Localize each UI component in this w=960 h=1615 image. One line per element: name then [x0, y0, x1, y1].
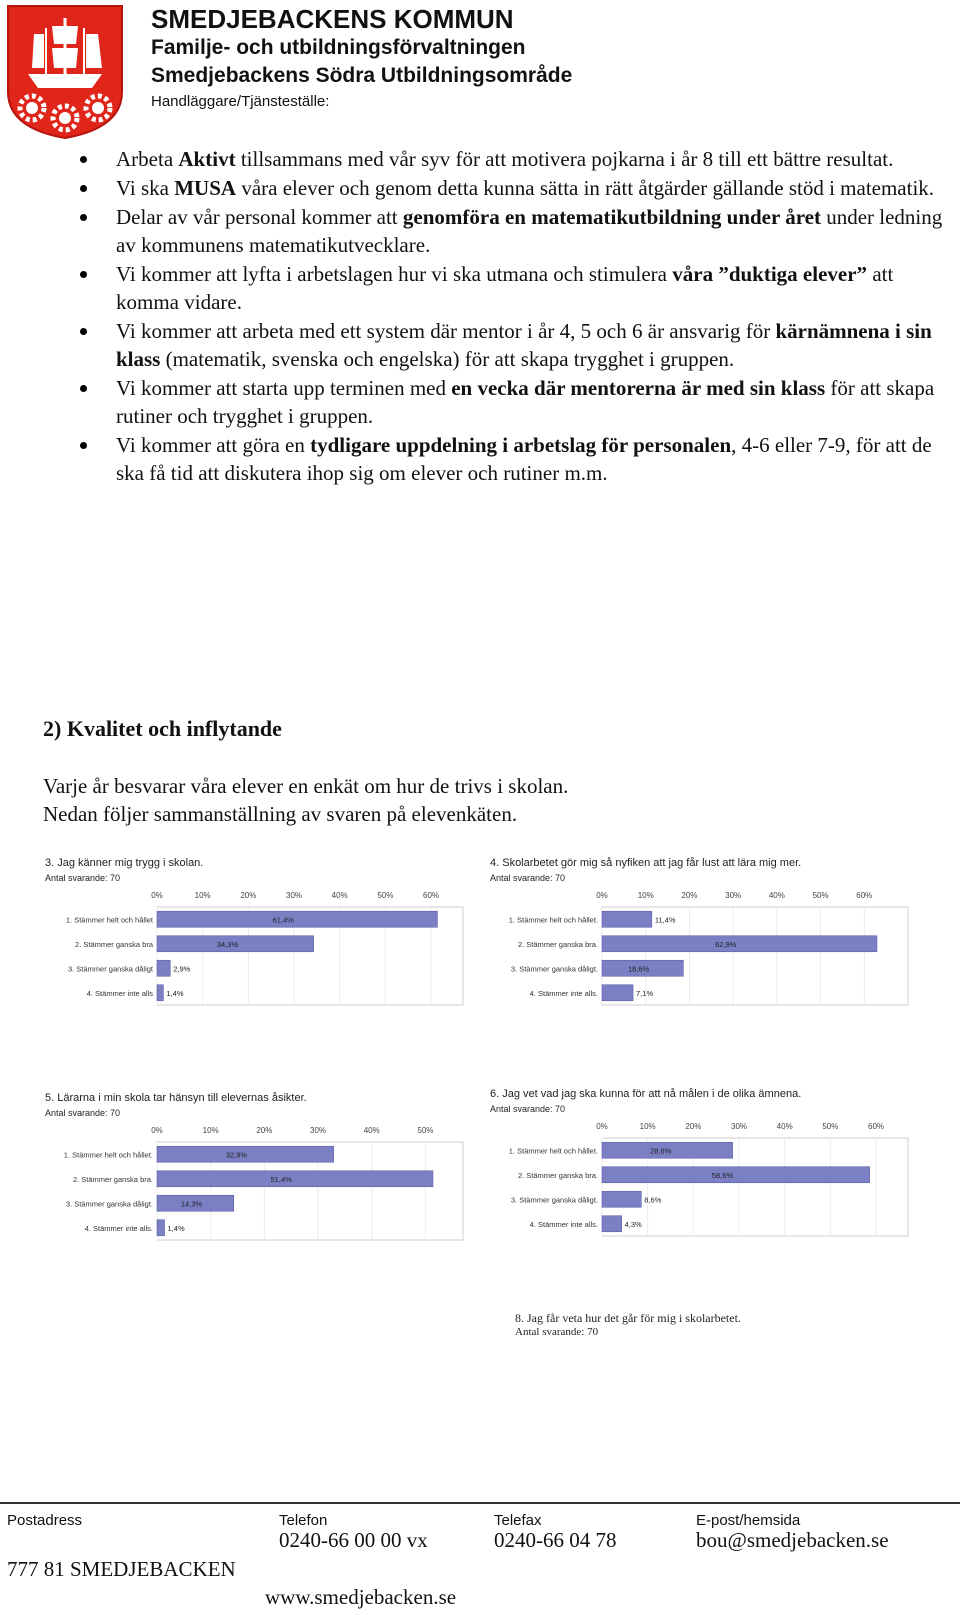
bar	[602, 985, 633, 1001]
chart-title: 8. Jag får veta hur det går för mig i skolarbetet.	[515, 1311, 741, 1325]
action-item	[80, 260, 950, 316]
tick-label: 0%	[596, 1122, 608, 1131]
item-text: Vi kommer att starta upp terminen med	[116, 376, 452, 400]
data-label: 2,9%	[173, 964, 191, 974]
bar	[157, 1171, 433, 1187]
item-text: Vi kommer att lyfta i arbetslagen hur vi ska utmana och stimulera	[116, 262, 673, 286]
tick-label: 20%	[240, 891, 257, 900]
survey-chart-5	[45, 1092, 490, 1287]
chart-respondents: Antal svarande: 70	[490, 873, 566, 883]
category-label: 2. Stämmer ganska bra	[75, 939, 153, 949]
emphasis-text: kärnämnena i sin klass	[116, 319, 932, 371]
category-label: 1. Stämmer helt och hållet.	[63, 1150, 153, 1160]
category-label: 1. Stämmer helt och hållet.	[508, 1146, 598, 1156]
handler-label: Handläggare/Tjänsteställe:	[151, 93, 330, 110]
item-text: att komma vidare.	[116, 262, 894, 314]
telefax-label: Telefax	[494, 1512, 542, 1529]
category-label: 4. Stämmer inte alls.	[529, 1219, 598, 1229]
email-label: E-post/hemsida	[696, 1512, 801, 1529]
action-item	[80, 203, 950, 259]
bar-chart	[490, 857, 920, 1052]
bar-chart	[45, 1092, 475, 1287]
tick-label: 30%	[310, 1126, 327, 1135]
telefon-label: Telefon	[279, 1512, 328, 1529]
item-text: våra elever och genom detta kunna sätta in rätt åtgärder gällande stöd i matematik.	[236, 176, 935, 200]
footer-divider	[0, 1502, 960, 1504]
data-label: 4,3%	[624, 1219, 642, 1229]
category-label: 4. Stämmer inte alls.	[529, 988, 598, 998]
telefax-value: 0240-66 04 78	[494, 1528, 617, 1552]
bar-chart	[45, 857, 475, 1052]
item-text: under ledning av kommunens matematikutvecklare.	[116, 205, 943, 257]
email-link[interactable]: bou@smedjebacken.se	[696, 1528, 889, 1552]
org-name: SMEDJEBACKENS KOMMUN	[151, 4, 514, 34]
category-label: 1. Stämmer helt och hållet	[65, 915, 153, 925]
item-text: Vi kommer att göra en	[116, 433, 311, 457]
survey-chart-4	[490, 857, 935, 1052]
data-label: 8,6%	[644, 1195, 662, 1205]
postadress-label: Postadress	[7, 1512, 83, 1529]
tick-label: 40%	[363, 1126, 380, 1135]
tick-label: 0%	[596, 891, 608, 900]
data-label: 1,4%	[167, 1223, 185, 1233]
action-item	[80, 431, 950, 487]
chart-title: 5. Lärarna i min skola tar hänsyn till elevernas åsikter.	[45, 1092, 307, 1104]
tick-label: 10%	[639, 1122, 656, 1131]
data-label: 11,4%	[654, 915, 676, 925]
emphasis-text: tydligare uppdelning i arbetslag för personalen	[310, 433, 732, 457]
bar	[602, 936, 877, 952]
bar	[602, 1191, 641, 1207]
bullet-icon	[80, 442, 87, 449]
bullet-icon	[80, 385, 87, 392]
postadress-value: 777 81 SMEDJEBACKEN	[7, 1557, 236, 1581]
emphasis-text: våra ”duktiga elever”	[672, 262, 868, 286]
tick-label: 0%	[151, 1126, 163, 1135]
emphasis-text: en vecka där mentorerna är med sin klass	[451, 376, 826, 400]
data-label: 14,3%	[180, 1199, 203, 1209]
tick-label: 40%	[331, 891, 348, 900]
tick-label: 50%	[812, 891, 829, 900]
action-item	[80, 374, 950, 430]
action-item	[80, 317, 950, 373]
action-item	[80, 145, 950, 173]
item-text: , 4-6 eller 7-9, för att de ska få tid att diskutera ihop sig om elever och rutiner m.m.	[116, 433, 932, 485]
item-text: Delar av vår personal kommer att	[116, 205, 403, 229]
item-text: Vi kommer att arbeta med ett system där mentor i år 4, 5 och 6 är ansvarig för	[116, 319, 776, 343]
item-text: Vi ska	[116, 176, 175, 200]
survey-chart-6	[490, 1088, 935, 1283]
tick-label: 40%	[776, 1122, 793, 1131]
tick-label: 10%	[637, 891, 654, 900]
action-list	[80, 145, 950, 488]
tick-label: 20%	[681, 891, 698, 900]
section-intro	[43, 772, 568, 828]
category-label: 3. Stämmer ganska dåligt	[67, 964, 153, 974]
data-label: 28,6%	[650, 1146, 672, 1156]
category-label: 2. Stämmer ganska bra.	[72, 1174, 153, 1184]
category-label: 2. Stämmer ganska bra.	[517, 1170, 598, 1180]
tick-label: 30%	[725, 891, 742, 900]
bullet-icon	[80, 214, 87, 221]
category-label: 3. Stämmer ganska dåligt.	[510, 964, 598, 974]
bar	[157, 985, 163, 1001]
data-label: 32,9%	[225, 1150, 248, 1160]
tick-label: 30%	[286, 891, 303, 900]
area-name: Smedjebackens Södra Utbildningsområde	[151, 64, 573, 87]
bullet-icon	[80, 156, 87, 163]
survey-chart-3	[45, 857, 490, 1052]
category-label: 3. Stämmer ganska dåligt.	[65, 1199, 153, 1209]
bar-chart	[490, 1088, 920, 1283]
data-label: 58,6%	[711, 1170, 734, 1180]
bullet-icon	[80, 271, 87, 278]
survey-chart-8-caption	[515, 1311, 741, 1338]
data-label: 61,4%	[272, 915, 294, 925]
data-label: 51,4%	[270, 1174, 292, 1184]
emphasis-text: genomföra en matematikutbildning under året	[402, 205, 821, 229]
item-text: för att skapa rutiner och trygghet i gruppen.	[116, 376, 935, 428]
bullet-icon	[80, 185, 87, 192]
chart-title: 6. Jag vet vad jag ska kunna för att nå målen i de olika ämnena.	[490, 1088, 802, 1100]
chart-respondents: Antal svarande: 70	[490, 1104, 566, 1114]
item-text: (matematik, svenska och engelska) för att skapa trygghet i gruppen.	[160, 347, 735, 371]
bar	[157, 960, 170, 976]
tick-label: 50%	[377, 891, 394, 900]
emphasis-text: MUSA	[174, 176, 237, 200]
item-text: tillsammans med vår syv för att motivera pojkarna i år 8 till ett bättre resultat.	[235, 147, 894, 171]
tick-label: 60%	[856, 891, 873, 900]
data-label: 1,4%	[166, 988, 184, 998]
tick-label: 50%	[822, 1122, 839, 1131]
tick-label: 10%	[202, 1126, 219, 1135]
chart-respondents: Antal svarande: 70	[45, 873, 121, 883]
letterhead	[151, 4, 572, 114]
tick-label: 10%	[194, 891, 211, 900]
category-label: 4. Stämmer inte alls	[86, 988, 153, 998]
action-item	[80, 174, 950, 202]
intro-line-2: Nedan följer sammanställning av svaren på elevenkäten.	[43, 802, 518, 826]
section-title: 2) Kvalitet och inflytande	[43, 716, 282, 741]
bar	[602, 1167, 870, 1183]
tick-label: 60%	[423, 891, 440, 900]
chart-title: 4. Skolarbetet gör mig så nyfiken att jag får lust att lära mig mer.	[490, 857, 802, 869]
telefon-value: 0240-66 00 00 vx	[279, 1528, 428, 1552]
data-label: 34,3%	[216, 939, 239, 949]
data-label: 18,6%	[627, 964, 650, 974]
tick-label: 40%	[768, 891, 785, 900]
chart-respondents: Antal svarande: 70	[515, 1326, 599, 1338]
emphasis-text: Aktivt	[178, 147, 236, 171]
item-text: Arbeta	[116, 147, 179, 171]
chart-title: 3. Jag känner mig trygg i skolan.	[45, 857, 204, 869]
category-label: 1. Stämmer helt och hållet.	[508, 915, 598, 925]
category-label: 4. Stämmer inte alls.	[84, 1223, 153, 1233]
tick-label: 60%	[868, 1122, 885, 1131]
intro-line-1: Varje år besvarar våra elever en enkät om hur de trivs i skolan.	[43, 774, 569, 798]
bar	[602, 1216, 622, 1232]
tick-label: 50%	[417, 1126, 434, 1135]
tick-label: 20%	[685, 1122, 702, 1131]
category-label: 3. Stämmer ganska dåligt.	[510, 1195, 598, 1205]
data-label: 7,1%	[636, 988, 654, 998]
tick-label: 30%	[731, 1122, 748, 1131]
bar	[602, 911, 652, 927]
chart-respondents: Antal svarande: 70	[45, 1108, 121, 1118]
data-label: 62,9%	[715, 939, 737, 949]
bar	[157, 1220, 165, 1236]
bar	[157, 911, 437, 927]
category-label: 2. Stämmer ganska bra.	[517, 939, 598, 949]
bullet-icon	[80, 328, 87, 335]
website-link[interactable]: www.smedjebacken.se	[265, 1585, 457, 1609]
tick-label: 0%	[151, 891, 163, 900]
department-name: Familje- och utbildningsförvaltningen	[151, 36, 526, 59]
municipality-coat-of-arms-logo	[6, 4, 124, 140]
tick-label: 20%	[256, 1126, 273, 1135]
